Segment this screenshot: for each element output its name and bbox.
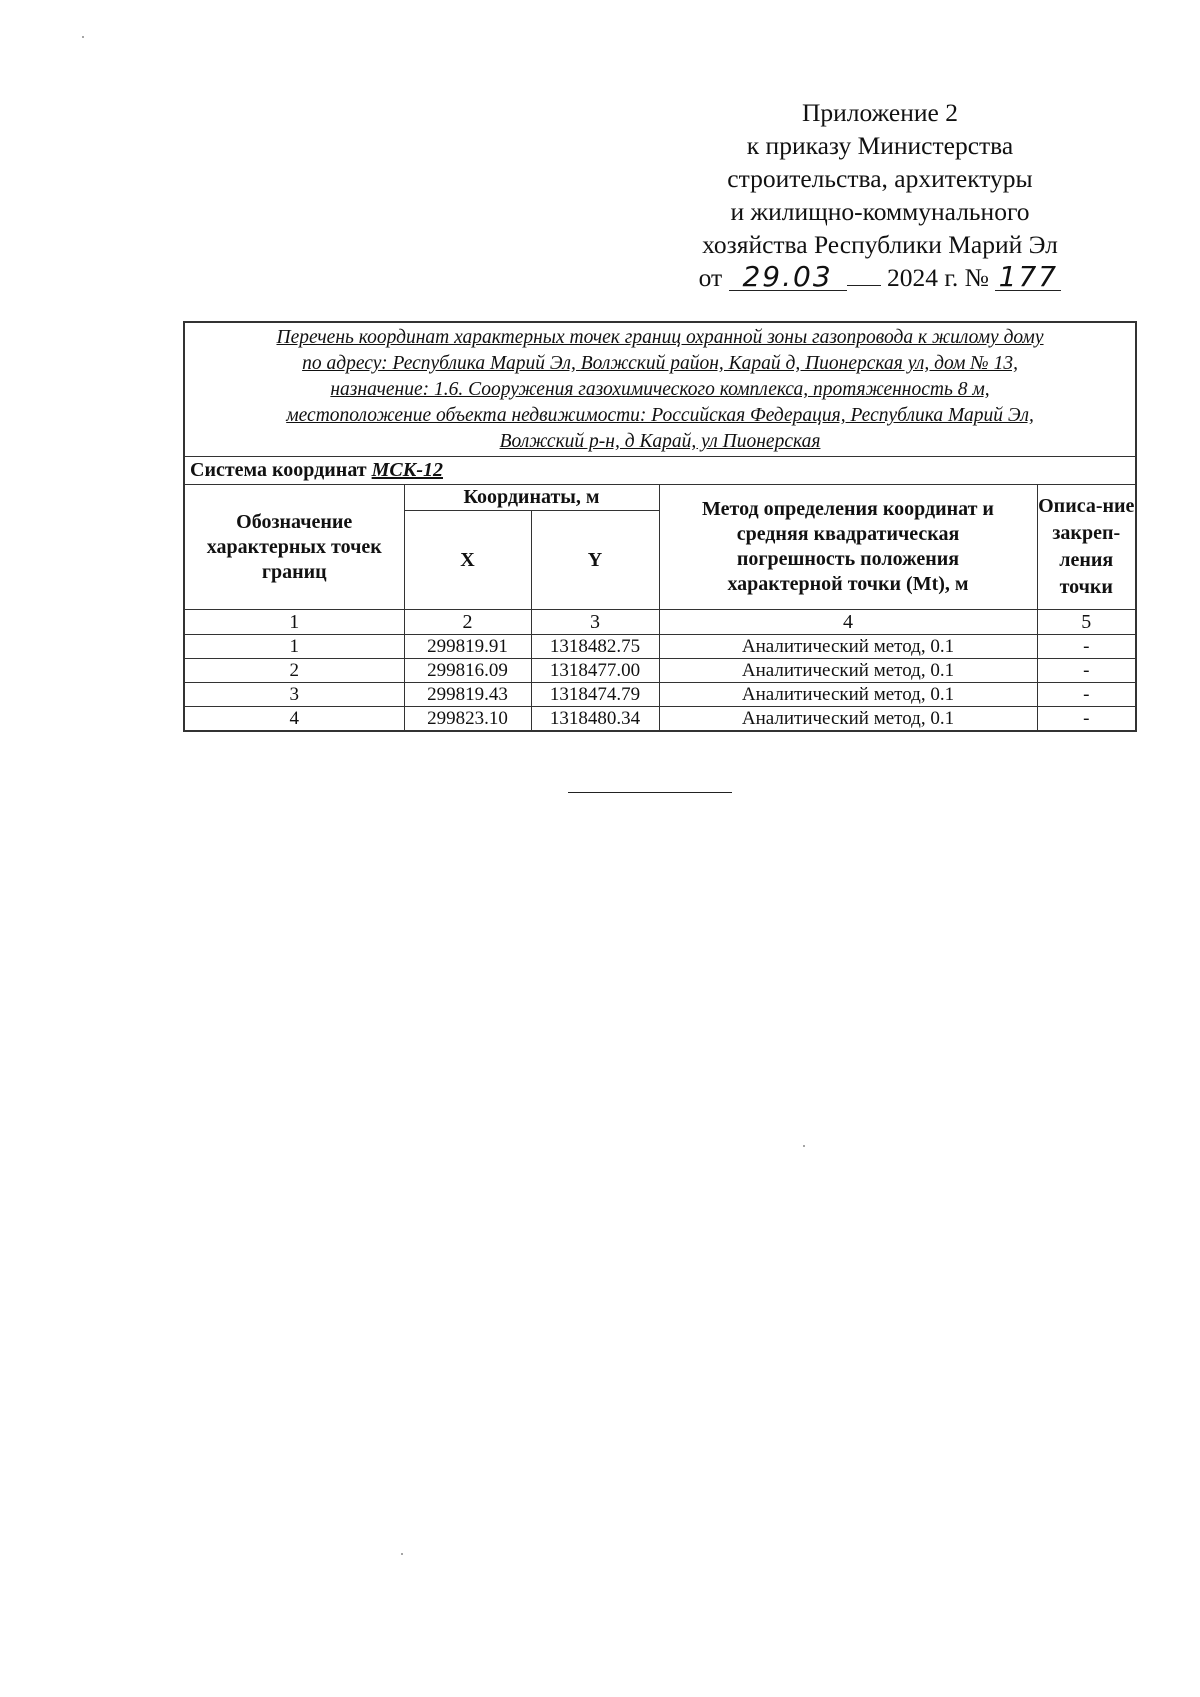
cell-x: 299823.10 xyxy=(404,707,531,732)
cell-description: - xyxy=(1037,707,1136,732)
cell-x: 299819.43 xyxy=(404,683,531,707)
handwritten-date: 29.03 xyxy=(729,264,847,291)
date-underline xyxy=(847,265,881,286)
cell-point: 4 xyxy=(184,707,404,732)
date-prefix: от xyxy=(698,263,723,292)
header-x: X xyxy=(404,511,531,610)
title-line: Перечень координат характерных точек границ охранной зоны газопровода к жилому дому xyxy=(276,327,1044,348)
cell-method: Аналитический метод, 0.1 xyxy=(659,659,1037,683)
title-line: Волжский р-н, д Карай, ул Пионерская xyxy=(499,431,821,452)
cell-point: 3 xyxy=(184,683,404,707)
appendix-header xyxy=(640,96,1120,294)
column-number: 1 xyxy=(184,610,404,635)
header-line: и жилищно-коммунального xyxy=(730,197,1030,226)
order-year-number: 2024 г. № xyxy=(886,263,989,292)
header-line: строительства, архитектуры xyxy=(727,164,1033,193)
coordinate-system-label: Система координат xyxy=(190,459,367,481)
header-point: Обозначение характерных точек границ xyxy=(184,485,404,610)
title-line: назначение: 1.6. Сооружения газохимического комплекса, протяженность 8 м, xyxy=(330,379,990,400)
header-line: к приказу Министерства xyxy=(746,131,1014,160)
cell-y: 1318482.75 xyxy=(531,635,659,659)
cell-point: 2 xyxy=(184,659,404,683)
column-number: 2 xyxy=(404,610,531,635)
header-line: Приложение 2 xyxy=(802,98,958,127)
table-row xyxy=(184,683,1136,707)
column-numbers-row xyxy=(184,610,1136,635)
title-line: местоположение объекта недвижимости: Российская Федерация, Республика Марий Эл, xyxy=(286,405,1034,426)
title-line: по адресу: Республика Марий Эл, Волжский район, Карай д, Пионерская ул, дом № 13, xyxy=(302,353,1018,374)
coordinate-system xyxy=(184,457,1136,485)
scan-speck xyxy=(82,36,84,38)
order-date-line xyxy=(640,261,1120,294)
table-title xyxy=(184,322,1136,457)
table-row xyxy=(184,659,1136,683)
table-row xyxy=(184,635,1136,659)
scan-speck xyxy=(401,1553,403,1555)
header-method: Метод определения координат и средняя квадратическая погрешность положения характерной точки (Mt), м xyxy=(659,485,1037,610)
header-y: Y xyxy=(531,511,659,610)
cell-point: 1 xyxy=(184,635,404,659)
column-number: 5 xyxy=(1037,610,1136,635)
handwritten-order-number: 177 xyxy=(995,264,1061,291)
header-description: Описа-ние закреп-ления точки xyxy=(1037,485,1136,610)
cell-method: Аналитический метод, 0.1 xyxy=(659,635,1037,659)
cell-method: Аналитический метод, 0.1 xyxy=(659,683,1037,707)
cell-description: - xyxy=(1037,659,1136,683)
coordinate-system-value: МСК-12 xyxy=(371,459,443,481)
column-number: 4 xyxy=(659,610,1037,635)
cell-method: Аналитический метод, 0.1 xyxy=(659,707,1037,732)
cell-y: 1318480.34 xyxy=(531,707,659,732)
cell-x: 299819.91 xyxy=(404,635,531,659)
scan-speck xyxy=(803,1145,805,1147)
cell-description: - xyxy=(1037,683,1136,707)
cell-y: 1318477.00 xyxy=(531,659,659,683)
column-number: 3 xyxy=(531,610,659,635)
header-line: хозяйства Республики Марий Эл xyxy=(702,230,1058,259)
cell-x: 299816.09 xyxy=(404,659,531,683)
table-row xyxy=(184,707,1136,732)
cell-y: 1318474.79 xyxy=(531,683,659,707)
header-coordinates: Координаты, м xyxy=(404,485,659,511)
coordinates-table xyxy=(183,321,1137,732)
closing-rule xyxy=(568,792,732,793)
cell-description: - xyxy=(1037,635,1136,659)
